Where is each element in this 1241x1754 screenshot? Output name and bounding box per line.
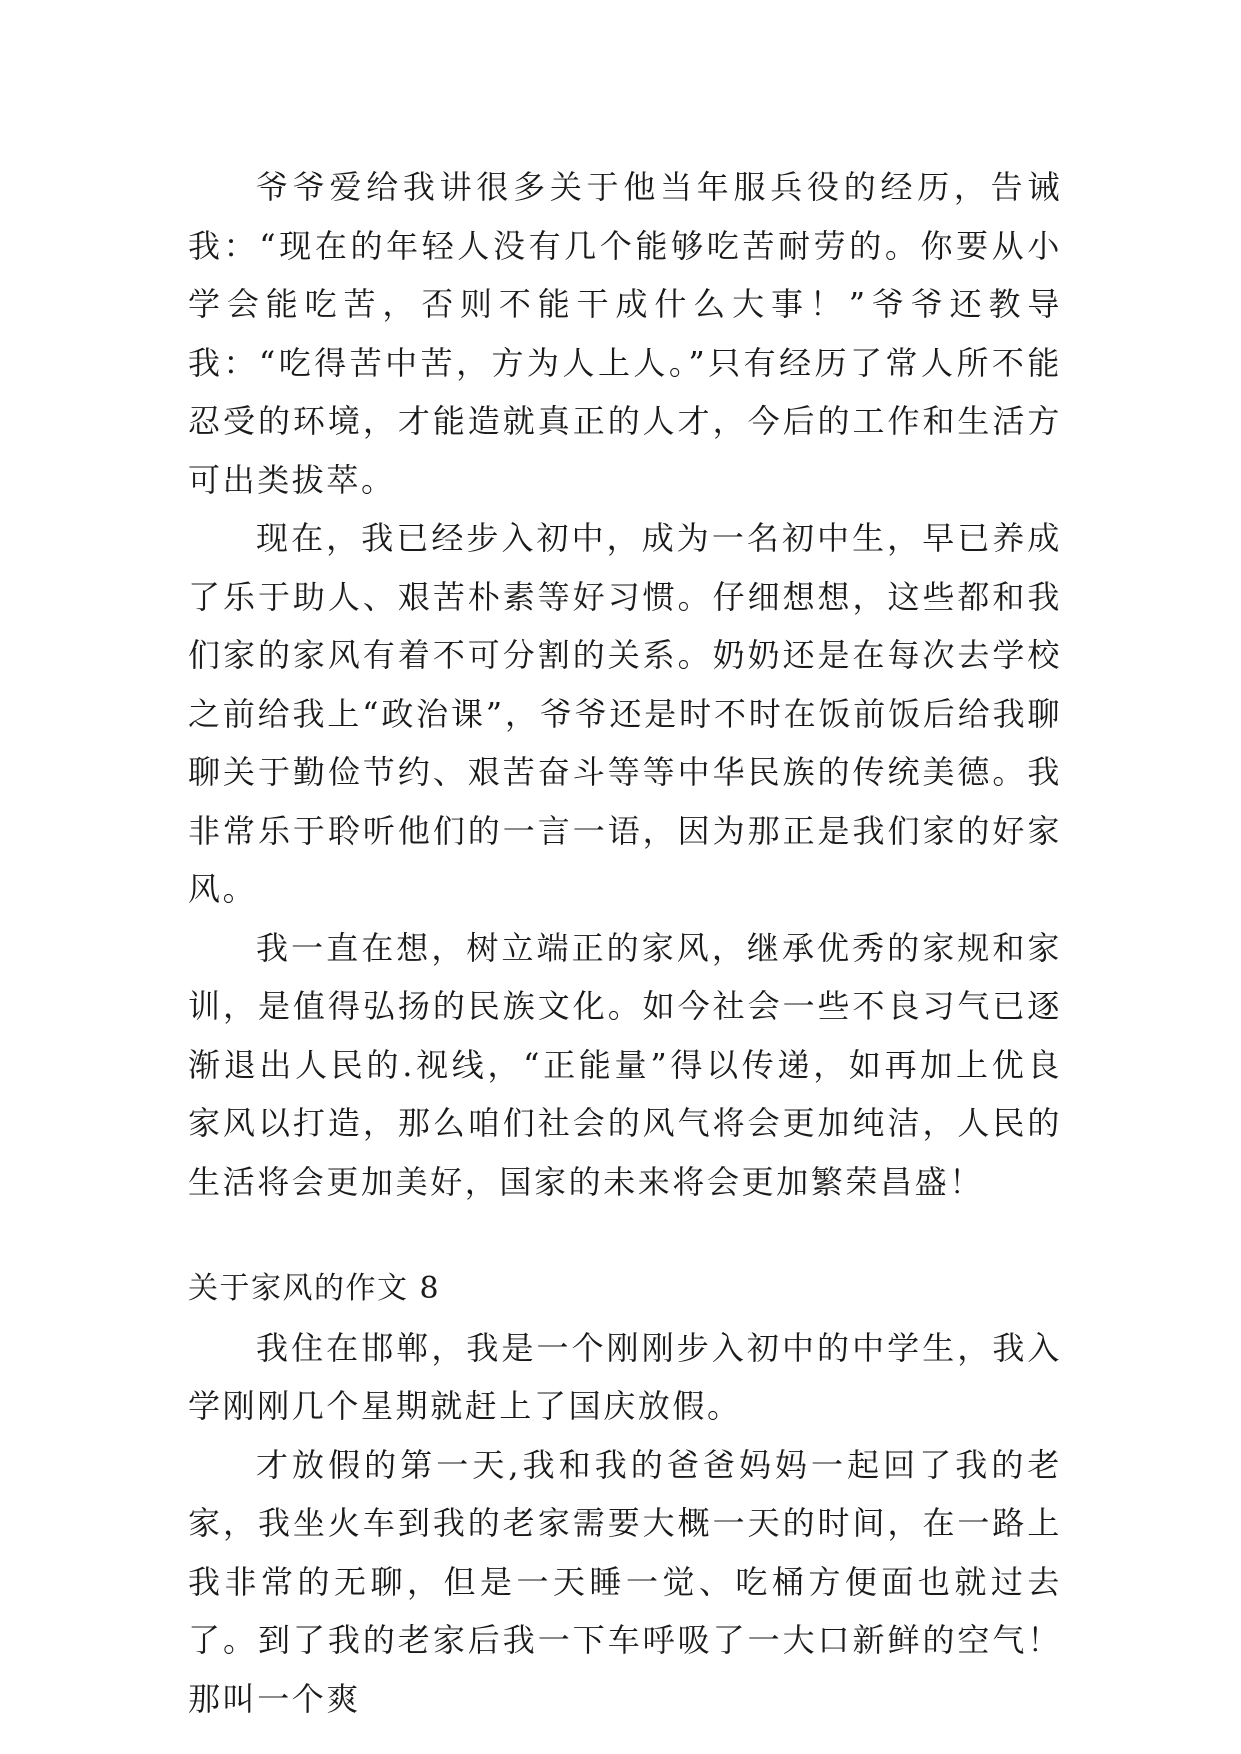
- document-body: [188, 158, 1062, 1728]
- paragraph: 爷爷爱给我讲很多关于他当年服兵役的经历，告诫我：“现在的年轻人没有几个能够吃苦耐劳的。你要从小学会能吃苦，否则不能干成什么大事！”爷爷还教导我：“吃得苦中苦，方为人上人。”只有经历了常人所不能忍受的环境，才能造就真正的人才，今后的工作和生活方可出类拔萃。: [188, 168, 1062, 499]
- section-heading: 关于家风的作文 8: [188, 1271, 441, 1306]
- paragraph: 现在，我已经步入初中，成为一名初中生，早已养成了乐于助人、艰苦朴素等好习惯。仔细想想，这些都和我们家的家风有着不可分割的关系。奶奶还是在每次去学校之前给我上“政治课”，爷爷还是时不时在饭前饭后给我聊聊关于勤俭节约、艰苦奋斗等等中华民族的传统美德。我非常乐于聆听他们的一言一语，因为那正是我们家的好家风。: [188, 519, 1062, 908]
- paragraph: 才放假的第一天,我和我的爸爸妈妈一起回了我的老家，我坐火车到我的老家需要大概一天的时间，在一路上我非常的无聊，但是一天睡一觉、吃桶方便面也就过去了。到了我的老家后我一下车呼吸了一大口新鲜的空气！那叫一个爽: [188, 1445, 1062, 1718]
- paragraph: 我一直在想，树立端正的家风，继承优秀的家规和家训，是值得弘扬的民族文化。如今社会一些不良习气已逐渐退出人民的.视线，“正能量”得以传递，如再加上优良家风以打造，那么咱们社会的风气将会更加纯洁，人民的生活将会更加美好，国家的未来将会更加繁荣昌盛！: [188, 928, 1062, 1201]
- paragraph: 我住在邯郸，我是一个刚刚步入初中的中学生，我入学刚刚几个星期就赶上了国庆放假。: [188, 1328, 1062, 1425]
